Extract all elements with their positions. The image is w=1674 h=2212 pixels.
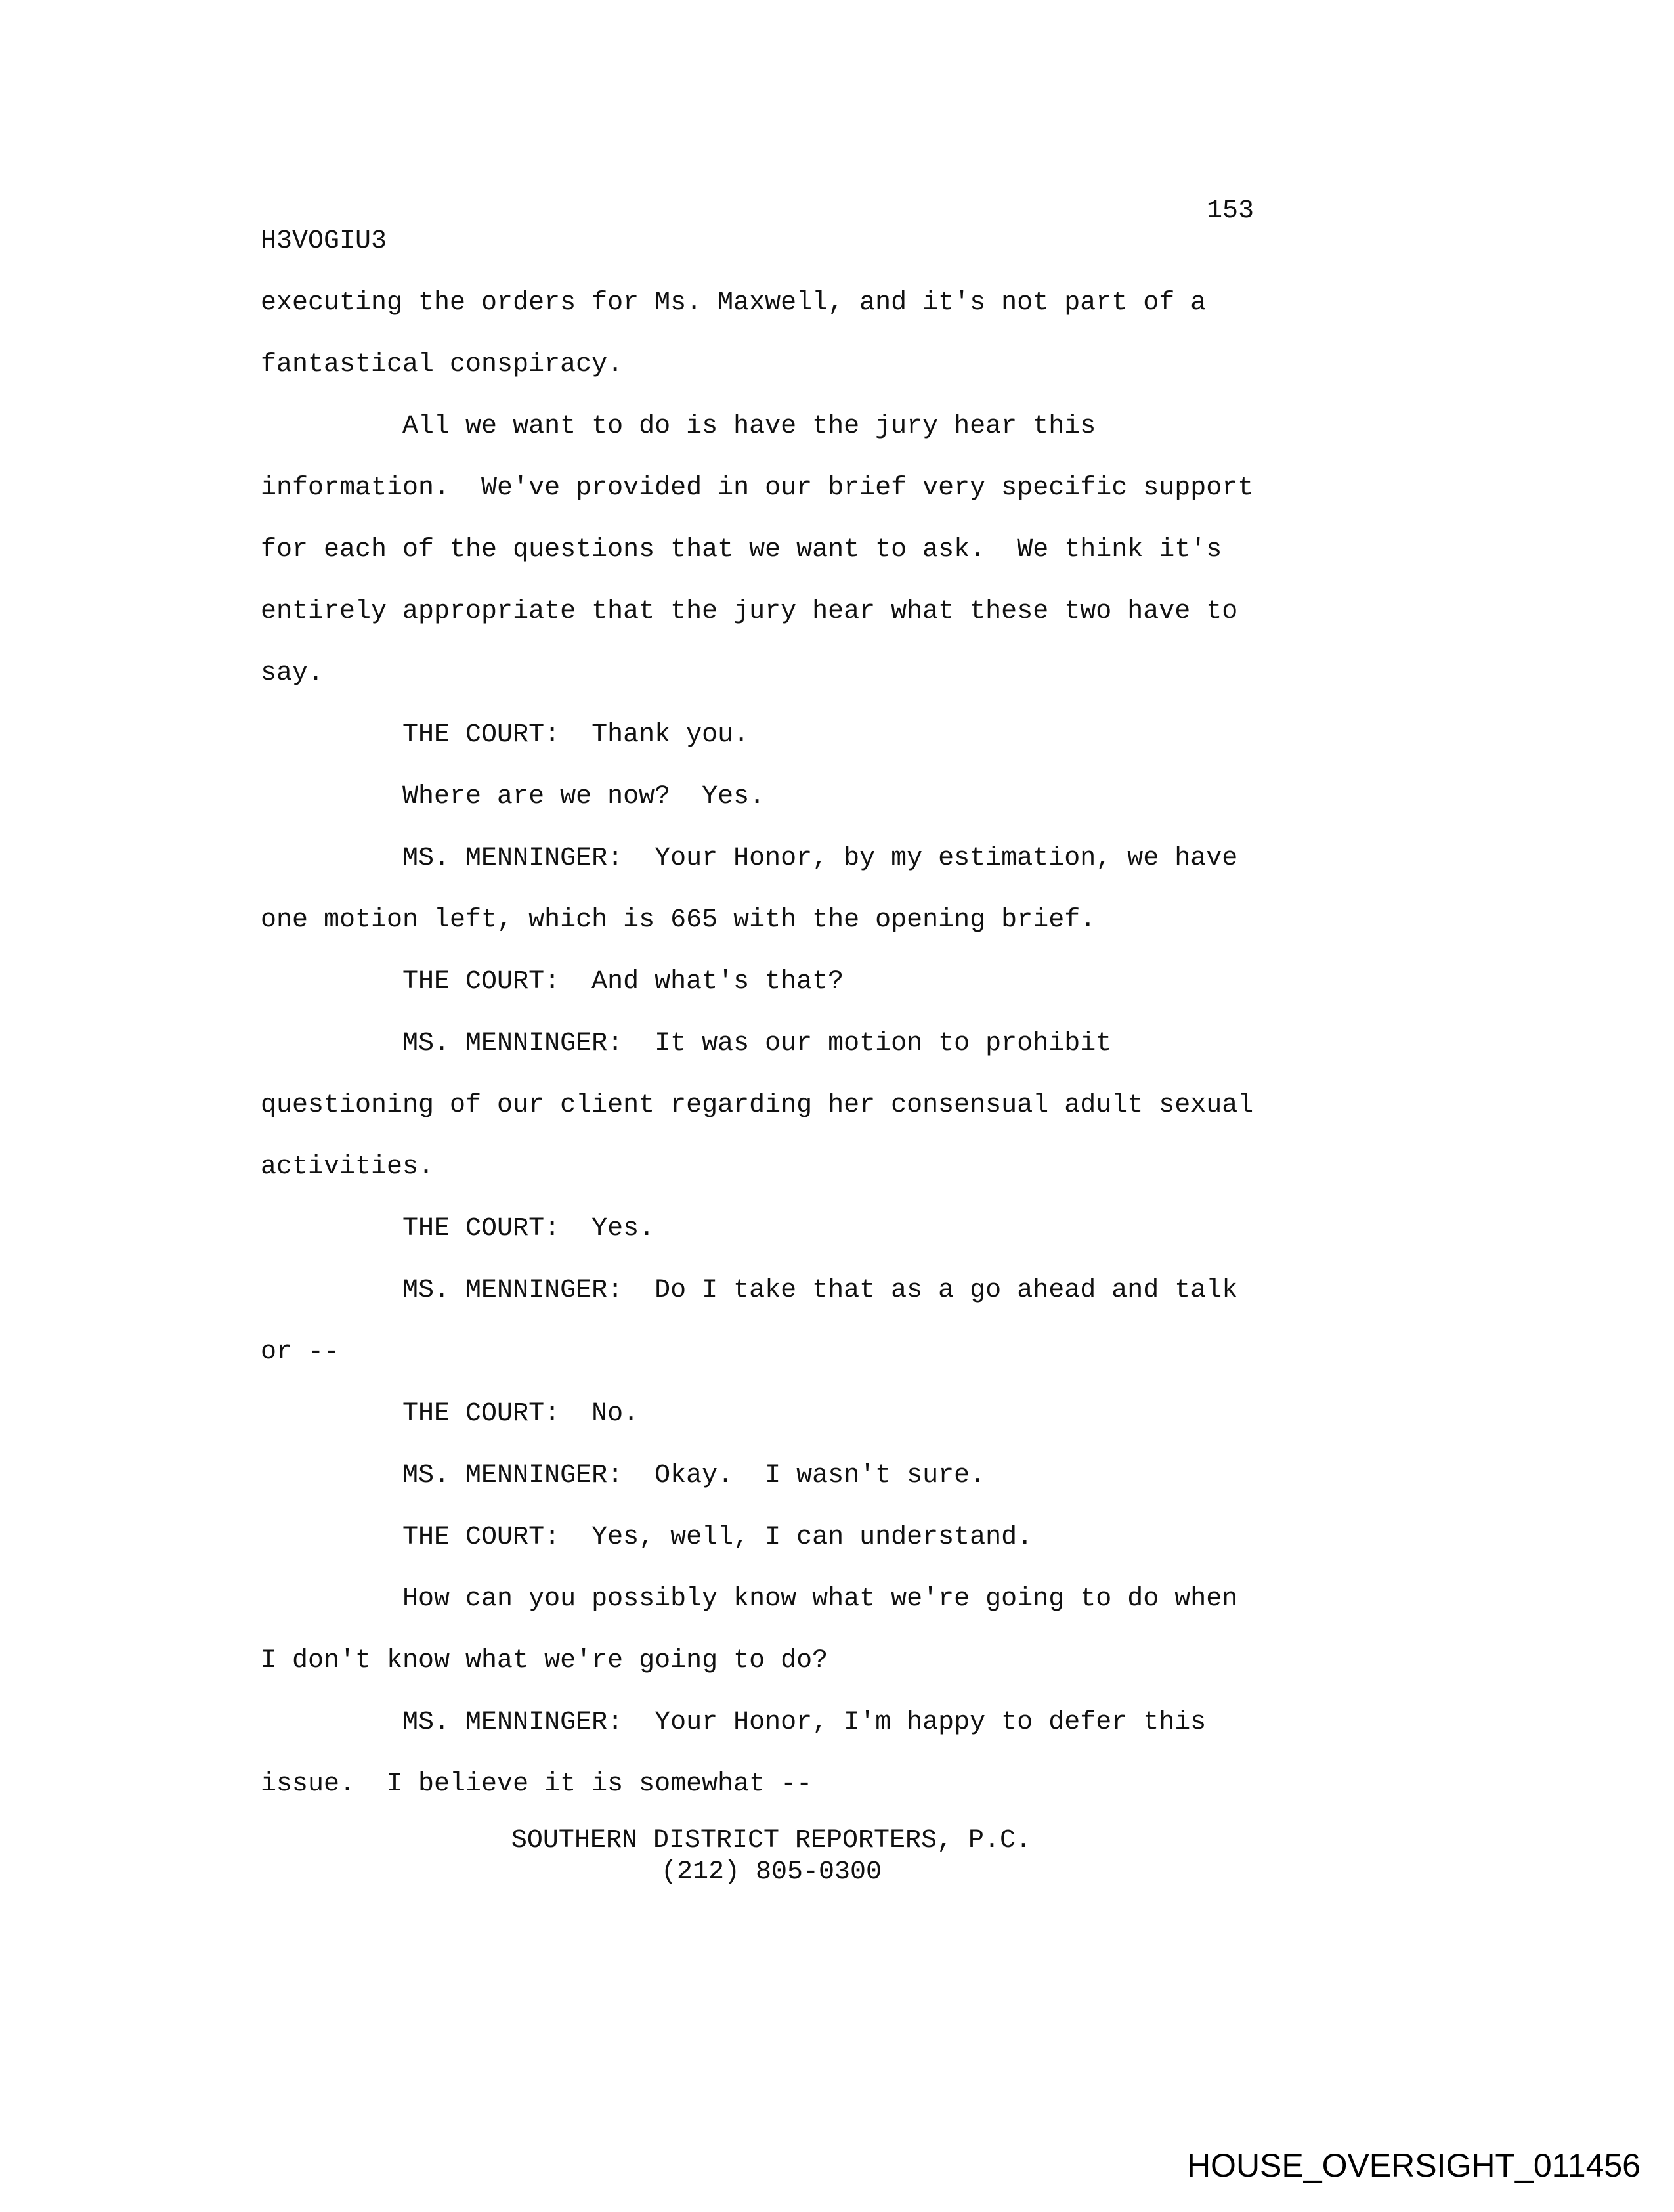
page-number: 153	[1207, 196, 1255, 226]
transcript-line	[0, 1152, 1444, 1191]
transcript-line	[0, 1769, 1444, 1808]
line-text: MS. MENNINGER: Your Honor, I'm happy to defer this	[261, 1708, 1207, 1737]
transcript-line	[0, 596, 1444, 636]
transcript-line	[0, 1213, 1444, 1253]
line-text: MS. MENNINGER: Do I take that as a go ahead and talk	[261, 1276, 1238, 1305]
line-text: for each of the questions that we want to ask. We think it's	[261, 535, 1222, 565]
line-text: information. We've provided in our brief very specific support	[261, 473, 1254, 503]
line-text: say.	[261, 659, 324, 688]
transcript-line	[0, 1645, 1444, 1685]
transcript-line	[0, 534, 1444, 574]
transcript-line	[0, 781, 1444, 821]
line-text: THE COURT: Yes.	[261, 1214, 655, 1244]
line-text: I don't know what we're going to do?	[261, 1646, 828, 1676]
transcript-line	[0, 411, 1444, 450]
transcript-line	[0, 1584, 1444, 1623]
line-text: issue. I believe it is somewhat --	[261, 1769, 813, 1799]
transcript-line	[0, 905, 1444, 944]
line-text: MS. MENNINGER: Okay. I wasn't sure.	[261, 1461, 986, 1490]
transcript-line	[0, 1460, 1444, 1500]
transcript-line	[0, 288, 1444, 327]
line-text: executing the orders for Ms. Maxwell, and it's not part of a	[261, 288, 1207, 318]
transcript-line	[0, 1522, 1444, 1561]
transcript-line	[0, 1090, 1444, 1129]
line-text: MS. MENNINGER: It was our motion to prohibit	[261, 1029, 1112, 1058]
line-text: MS. MENNINGER: Your Honor, by my estimation, we have	[261, 844, 1238, 873]
line-text: How can you possibly know what we're going to do when	[261, 1584, 1238, 1614]
transcript-line	[0, 720, 1444, 759]
transcript-line	[0, 1337, 1444, 1376]
line-text: one motion left, which is 665 with the opening brief.	[261, 905, 1096, 935]
bates-number: HOUSE_OVERSIGHT_011456	[1186, 2147, 1641, 2184]
line-text: entirely appropriate that the jury hear what these two have to	[261, 597, 1238, 626]
line-text: THE COURT: Thank you.	[261, 720, 750, 750]
line-text: questioning of our client regarding her consensual adult sexual	[261, 1091, 1254, 1120]
line-text: THE COURT: No.	[261, 1399, 639, 1429]
line-text: or --	[261, 1337, 340, 1367]
transcript-line	[0, 1707, 1444, 1746]
footer-phone: (212) 805-0300	[660, 1857, 882, 1887]
transcript-line	[0, 349, 1444, 389]
footer-company: SOUTHERN DISTRICT REPORTERS, P.C.	[511, 1826, 1032, 1855]
transcript-line	[0, 1028, 1444, 1068]
transcript-line	[0, 966, 1444, 1006]
case-code: H3VOGIU3	[261, 227, 387, 256]
line-text: fantastical conspiracy.	[261, 350, 624, 380]
line-text: Where are we now? Yes.	[261, 782, 765, 812]
transcript-line	[0, 1275, 1444, 1314]
line-text: THE COURT: And what's that?	[261, 967, 844, 997]
transcript-line	[0, 658, 1444, 697]
line-text: THE COURT: Yes, well, I can understand.	[261, 1523, 1033, 1552]
line-text: All we want to do is have the jury hear this	[261, 412, 1096, 441]
line-text: activities.	[261, 1152, 435, 1182]
transcript-line	[0, 843, 1444, 882]
transcript-line	[0, 1399, 1444, 1438]
transcript-line	[0, 473, 1444, 512]
